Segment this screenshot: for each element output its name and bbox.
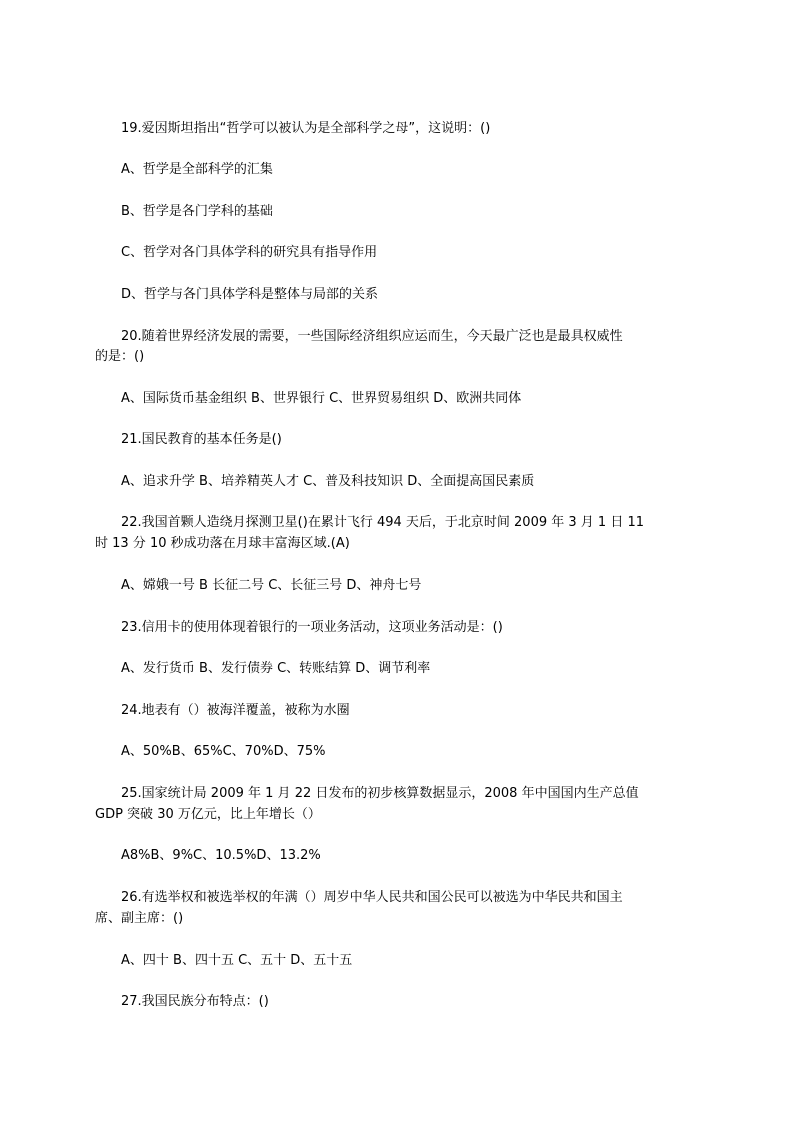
question-19-option-a: A、哲学是全部科学的汇集 (121, 162, 273, 177)
question-20-line-1: 20.随着世界经济发展的需要，一些国际经济组织应运而生，今天最广泛也是最具权威性 (121, 329, 623, 344)
question-21: 21.国民教育的基本任务是() (121, 432, 282, 447)
question-24: 24.地表有（）被海洋覆盖，被称为水圈 (121, 703, 350, 718)
question-23: 23.信用卡的使用体现着银行的一项业务活动，这项业务活动是：() (121, 620, 503, 635)
question-20-line-2: 的是：() (95, 349, 145, 364)
question-22-line-1: 22.我国首颗人造绕月探测卫星()在累计飞行 494 天后，于北京时间 2009 年 3 月 1 日 11 (121, 515, 644, 530)
question-19-option-c: C、哲学对各门具体学科的研究具有指导作用 (121, 245, 378, 260)
question-23-options: A、发行货币 B、发行债券 C、转账结算 D、调节利率 (121, 661, 431, 676)
question-25-line-2: GDP 突破 30 万亿元，比上年增长（） (95, 807, 321, 822)
question-21-options: A、追求升学 B、培养精英人才 C、普及科技知识 D、全面提高国民素质 (121, 474, 535, 489)
question-26-line-1: 26.有选举权和被选举权的年满（）周岁中华人民共和国公民可以被选为中华民共和国主 (121, 890, 623, 905)
question-26-line-2: 席、副主席：() (95, 911, 184, 926)
question-19-option-b: B、哲学是各门学科的基础 (121, 204, 273, 219)
question-22-line-2: 时 13 分 10 秒成功落在月球丰富海区域.(A) (95, 536, 350, 551)
question-19-option-d: D、哲学与各门具体学科是整体与局部的关系 (121, 287, 379, 302)
question-20-options: A、国际货币基金组织 B、世界银行 C、世界贸易组织 D、欧洲共同体 (121, 391, 522, 406)
question-26-options: A、四十 B、四十五 C、五十 D、五十五 (121, 953, 353, 968)
question-24-options: A、50%B、65%C、70%D、75% (121, 744, 326, 759)
question-25-options: A8%B、9%C、10.5%D、13.2% (121, 848, 321, 863)
question-25-line-1: 25.国家统计局 2009 年 1 月 22 日发布的初步核算数据显示，2008 年中国国内生产总值 (121, 786, 639, 801)
question-22-options: A、嫦娥一号 B 长征二号 C、长征三号 D、神舟七号 (121, 578, 422, 593)
question-19: 19.爱因斯坦指出“哲学可以被认为是全部科学之母”，这说明：() (121, 121, 491, 136)
question-27: 27.我国民族分布特点：() (121, 994, 269, 1009)
